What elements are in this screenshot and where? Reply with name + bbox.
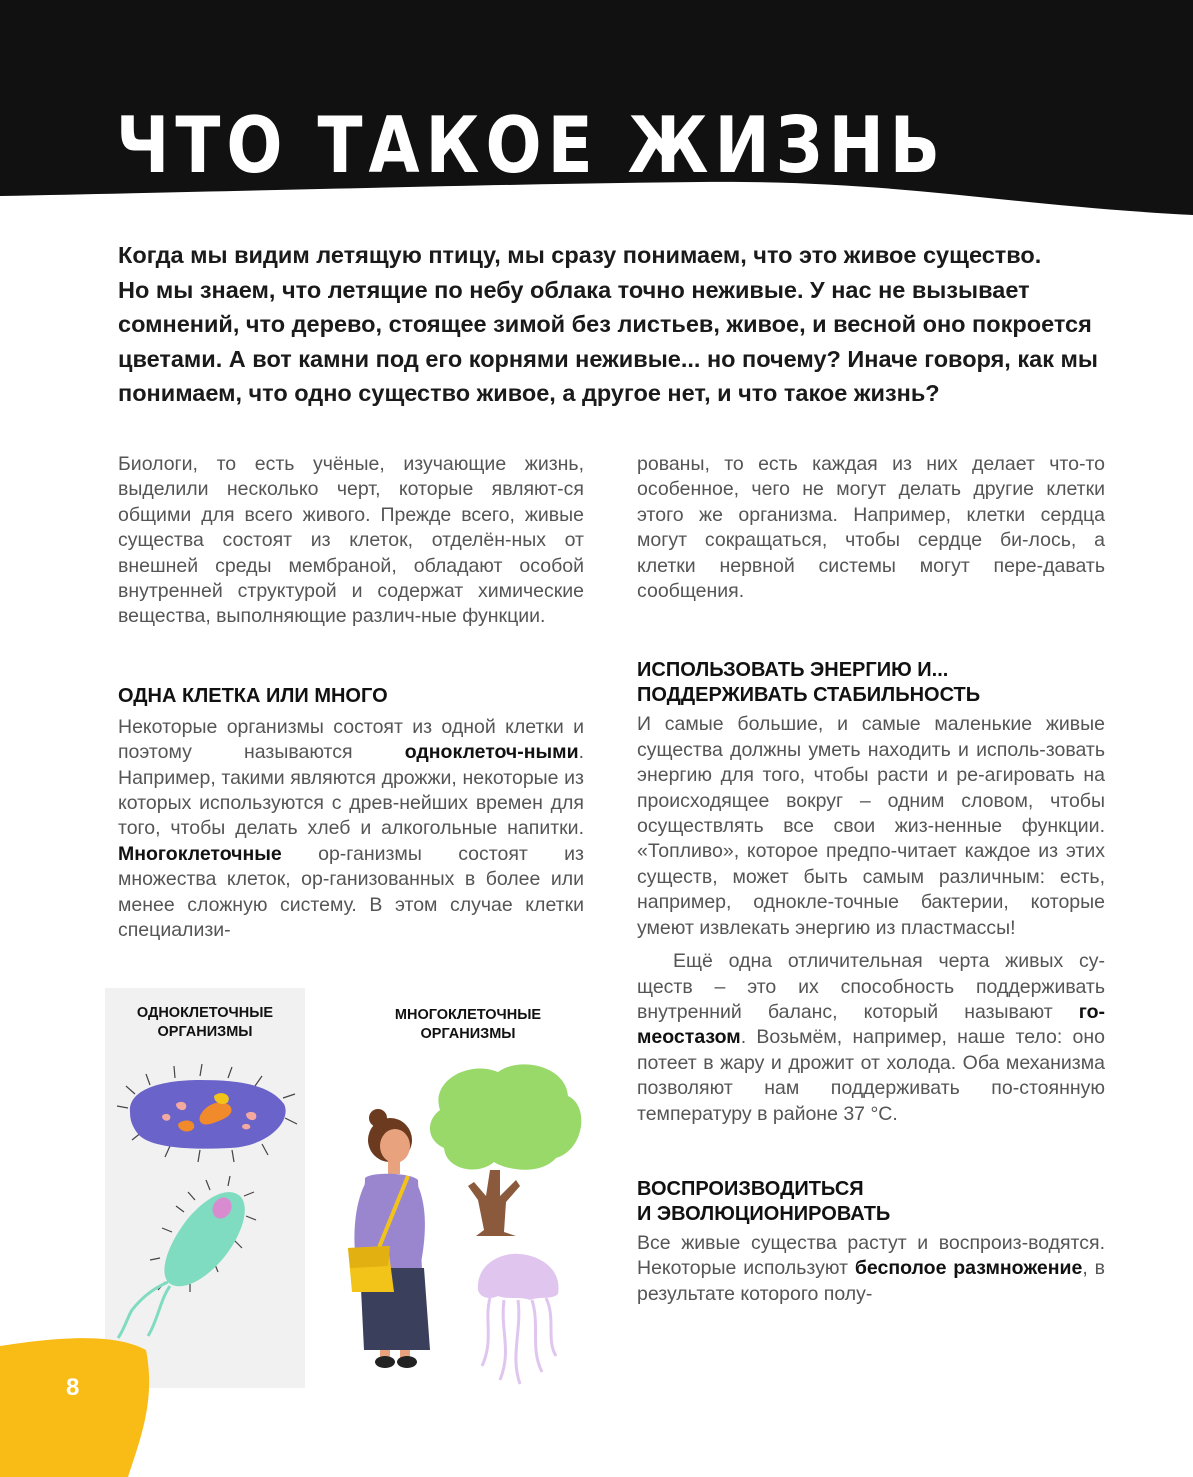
lead-paragraph — [118, 238, 1108, 411]
homeostasis-paragraph: Ещё одна отличительная черта живых су-ществ – это их способность поддерживать внутренний баланс, который называют го-меостазом. Возьмём, например, наше тело: оно потеет в жару и дрожит от холода. Оба механизма позволяют нам поддерживать по-стоянную температуру в районе 37 °С. — [637, 950, 1105, 1125]
unicellular-caption: ОДНОКЛЕТОЧНЫЕ ОРГАНИЗМЫ — [136, 1005, 274, 1040]
lead-line: Когда мы видим летящую птицу, мы сразу понимаем, что это живое существо. — [118, 242, 1042, 268]
continuation-paragraph: рованы, то есть каждая из них делает что-то особенное, чего не могут делать другие клетки этого же организма. Например, клетки сердца могут сокращаться, чтобы сердце би-лось, а клетки нервной системы могут пере-давать сообщения. — [637, 453, 1105, 603]
lead-line: Но мы знаем, что летящие по небу облака точно неживые. У нас не вызывает — [118, 276, 1030, 303]
term-homeostasis: го-меостазом — [637, 1000, 1105, 1049]
left-column — [118, 452, 584, 944]
lead-line: понимаем, что одно существо живое, а другое нет, и что такое жизнь? — [118, 380, 940, 406]
right-column — [637, 452, 1105, 1307]
term-unicellular: одноклеточ-ными — [404, 741, 579, 764]
term-asexual-reproduction: бесполое размножение — [854, 1257, 1083, 1280]
jellyfish-illustration — [478, 1254, 559, 1384]
reproduction-paragraph: Все живые существа растут и воспроиз-водятся. Некоторые используют бесполое размножение, в результате которого полу- — [637, 1231, 1105, 1305]
multicellular-caption: МНОГОКЛЕТОЧНЫЕ ОРГАНИЗМЫ — [394, 1007, 542, 1042]
section1-paragraph: Некоторые организмы состоят из одной клетки и поэтому называются одноклеточ-ными. Например, такими являются дрожжи, некоторые из которых используются с древ-нейших времен для того, чтобы делать хлеб и алкогольные напитки. Многоклеточные ор-ганизмы состоят из множества клеток, ор-ганизованных в более или менее сложную систему. В этом случае клетки специализи- — [118, 715, 584, 942]
page-number: 8 — [66, 1374, 80, 1401]
lead-line: сомнений, что дерево, стоящее зимой без листьев, живое, и весной оно покроется — [118, 311, 1092, 337]
intro-paragraph: Биологи, то есть учёные, изучающие жизнь, выделили несколько черт, которые являют-ся общими для всего живого. Прежде всего, живые существа состоят из клеток, отделён-ных от внешней среды мембраной, обладают особой внутренней структурой и содержат химические вещества, выполняющие различ-ные функции. — [118, 453, 584, 628]
term-multicellular: Многоклеточные — [118, 842, 282, 865]
energy-paragraph: И самые большие, и самые маленькие живые существа должны уметь находить и исполь-зовать энергию для того, чтобы расти и ре-агировать на происходящее вокруг – одним словом, чтобы осуществлять все свои жиз-ненные функции. «Топливо», которое предпо-читает каждое из этих существ, может быть самым различным: есть, например, однокле-точные бактерии, которые умеют извлекать энергию из пластмассы! — [637, 713, 1105, 939]
page-title: ЧТО ТАКОЕ ЖИЗНЬ — [116, 100, 947, 191]
tree-illustration — [430, 1064, 581, 1236]
lead-line: цветами. А вот камни под его корнями неживые... но почему? Иначе говоря, как мы — [118, 345, 1098, 372]
page-corner-tab — [0, 1330, 160, 1477]
section-heading-one-cell-or-many: ОДНА КЛЕТКА ИЛИ МНОГО — [118, 684, 388, 707]
section-heading-energy-stability: ИСПОЛЬЗОВАТЬ ЭНЕРГИЮ И... ПОДДЕРЖИВАТЬ СТАБИЛЬНОСТЬ — [637, 659, 981, 707]
green-bacterium-illustration — [118, 1176, 256, 1338]
woman-illustration — [348, 1109, 430, 1368]
section-heading-reproduce-evolve: ВОСПРОИЗВОДИТЬСЯ И ЭВОЛЮЦИОНИРОВАТЬ — [637, 1177, 891, 1225]
